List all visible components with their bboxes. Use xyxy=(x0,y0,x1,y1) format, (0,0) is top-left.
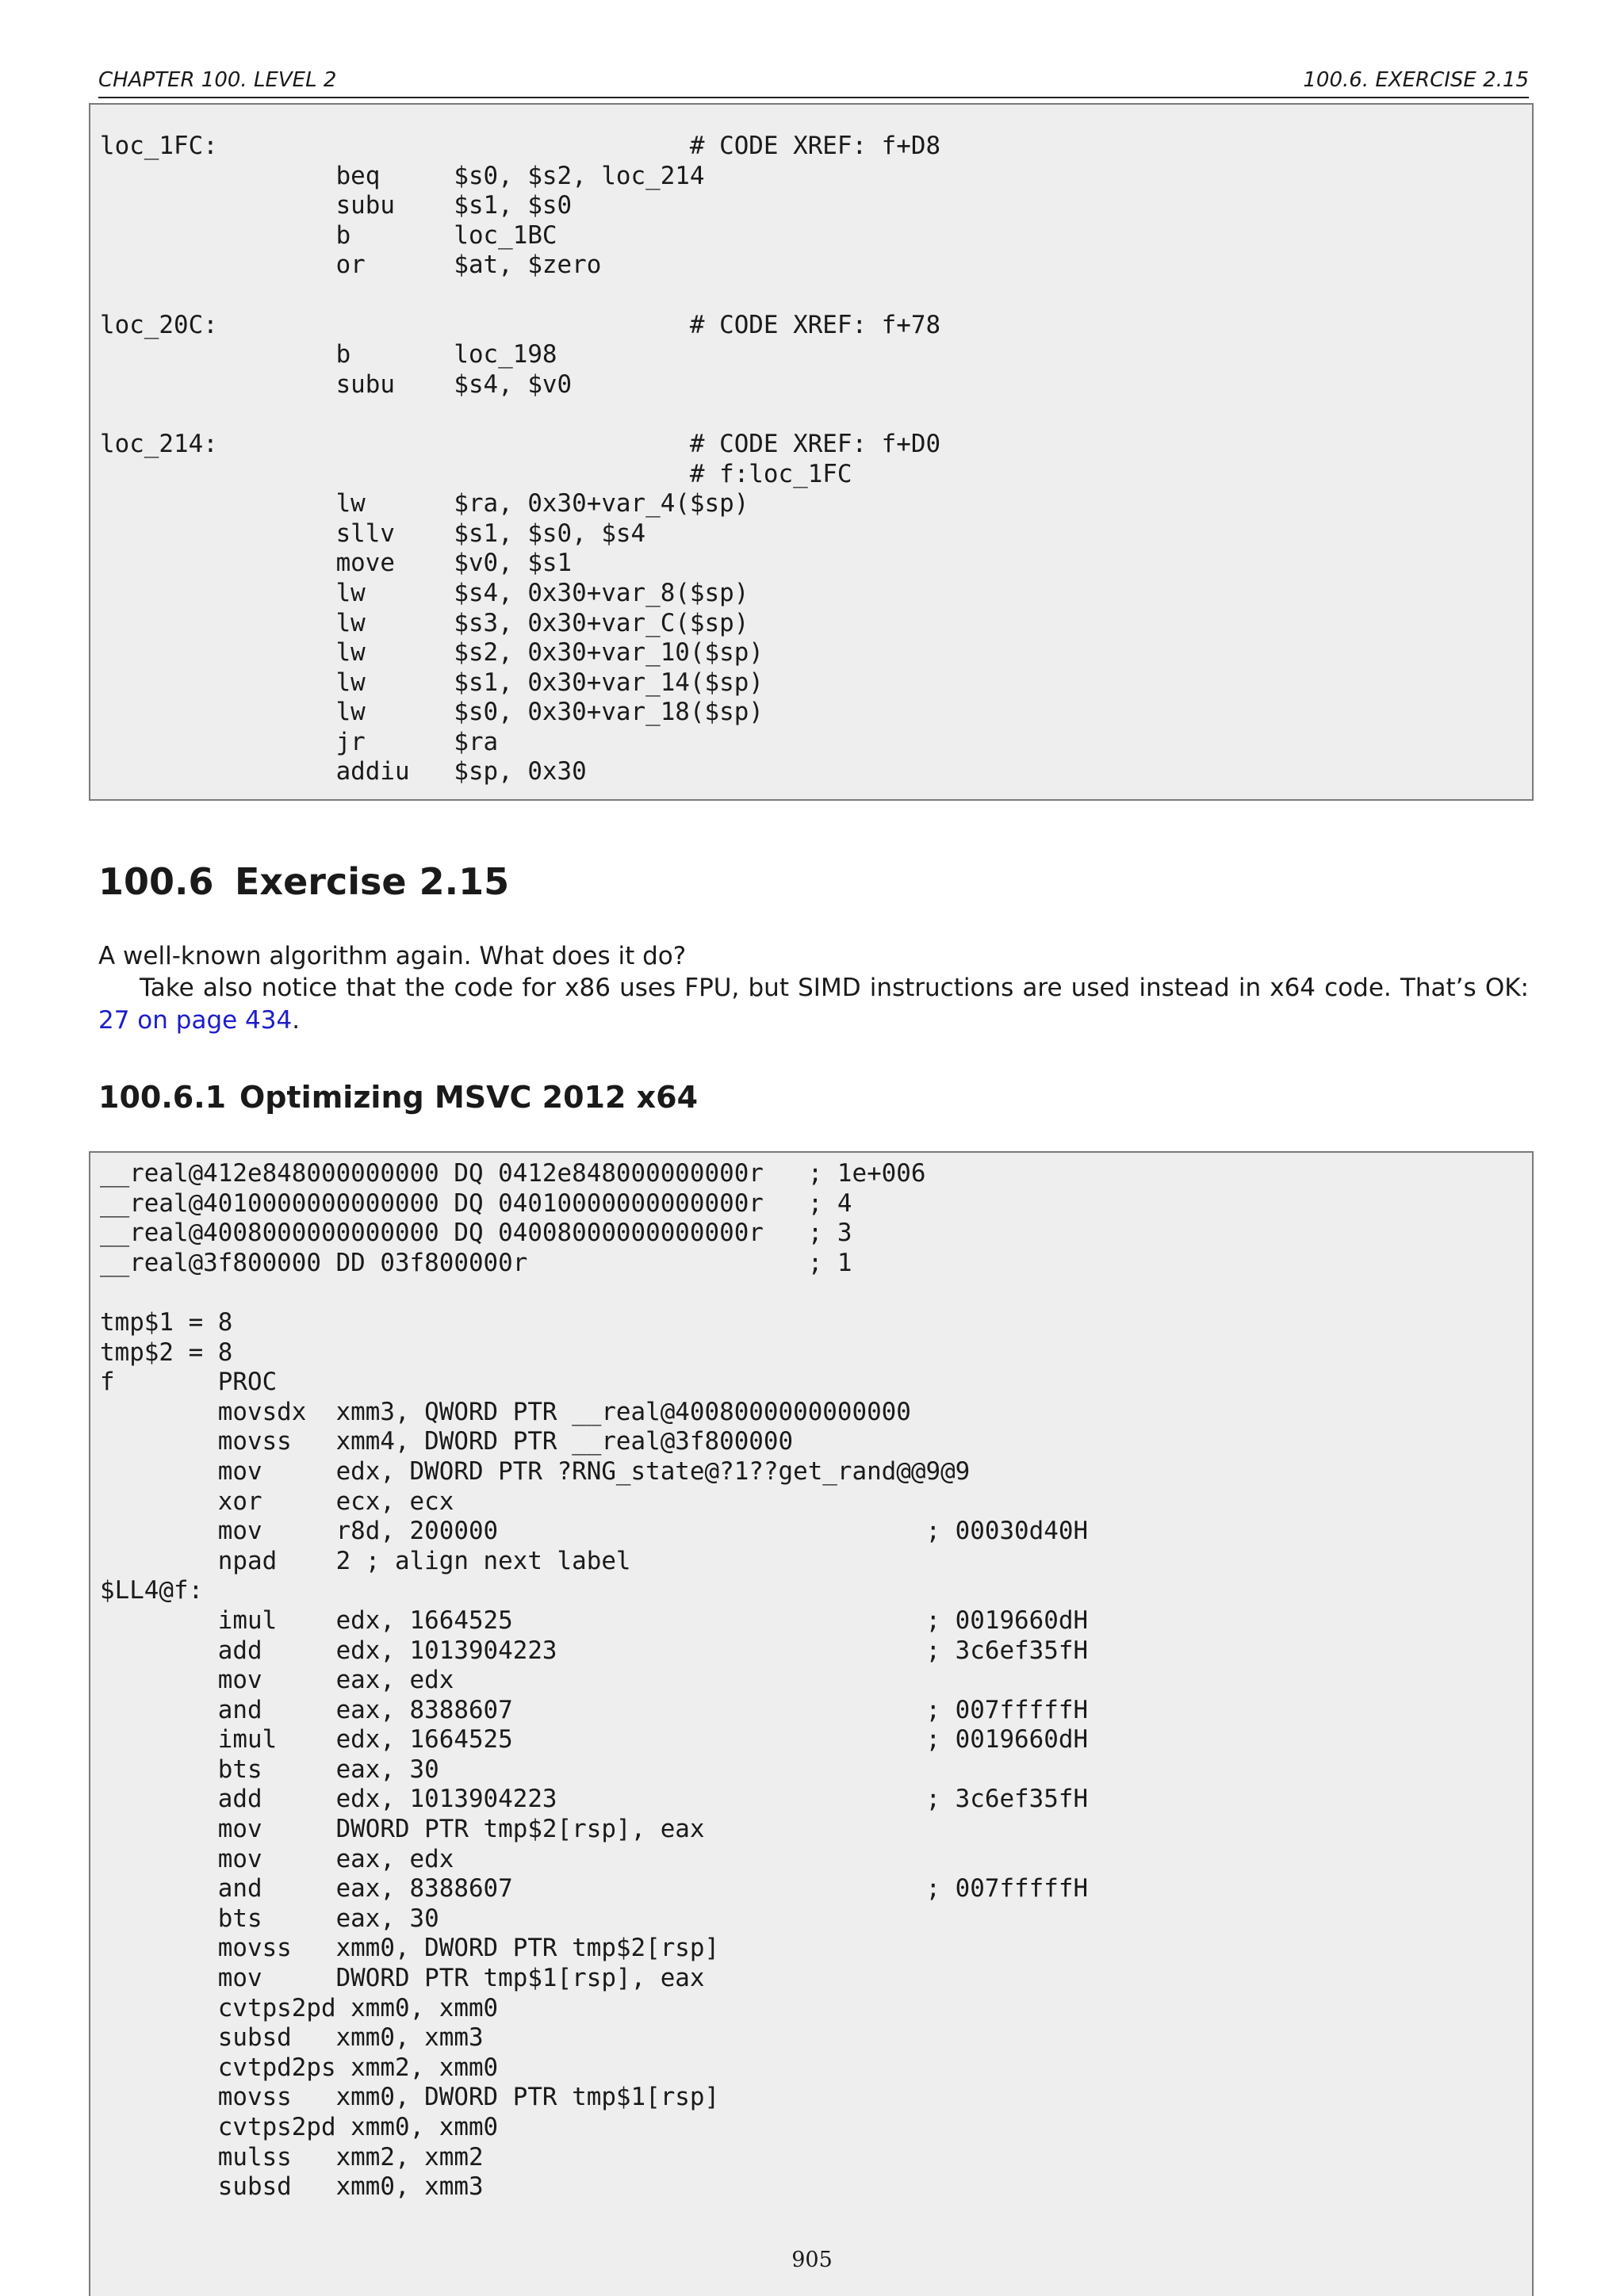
note-end: . xyxy=(292,1006,301,1035)
header-section: 100.6. EXERCISE 2.15 xyxy=(1303,68,1529,92)
note-paragraph xyxy=(98,972,1529,1037)
intro-paragraph: A well-known algorithm again. What does it do? xyxy=(98,942,687,970)
section-number: 100.6 xyxy=(98,860,214,903)
subsection-title: Optimizing MSVC 2012 x64 xyxy=(239,1080,699,1115)
code-listing-mips-text: loc_1FC: # CODE XREF: f+D8 beq $s0, $s2, loc_214 subu $s1, $s0 b loc_1BC or $at, $zero loc_20C: # CODE XREF: f+78 b loc_198 subu $s4, $v0 loc_214: # CODE XREF: f+D0 # f:loc_1FC lw $ra, 0x30+var_4($sp) sllv $s1, $s0, $s4 move $v0, $s1 lw $s4, 0x30+var_8($sp) lw $s3, 0x30+var_C($sp) lw $s2, 0x30+var_10($sp) lw $s1, 0x30+var_14($sp) lw $s0, 0x30+var_18($sp) jr $ra addiu $sp, 0x30 xyxy=(100,132,941,786)
code-listing-msvc-x64 xyxy=(89,1151,1534,2296)
page-header xyxy=(98,68,1529,98)
code-listing-mips xyxy=(89,103,1534,801)
section-heading xyxy=(98,860,509,903)
section-title: Exercise 2.15 xyxy=(235,860,510,903)
page-number: 905 xyxy=(791,2248,833,2272)
note-text: Take also notice that the code for x86 uses FPU, but SIMD instructions are used instead in x64 code. That’s OK: xyxy=(140,974,1529,1002)
page-reference-link[interactable]: 27 on page 434 xyxy=(98,1006,293,1035)
header-chapter: CHAPTER 100. LEVEL 2 xyxy=(98,68,337,92)
subsection-heading xyxy=(98,1080,698,1115)
subsection-number: 100.6.1 xyxy=(98,1080,227,1115)
code-listing-msvc-x64-text: __real@412e848000000000 DQ 0412e848000000000r ; 1e+006 __real@4010000000000000 DQ 04010000000000000r ; 4 __real@4008000000000000 DQ 04008000000000000r ; 3 __real@3f800000 DD 03f800000r ; 1 tmp$1 = 8 tmp$2 = 8 f PROC movsdx xmm3, QWORD PTR __real@4008000000000000 movss xmm4, DWORD PTR __real@3f800000 mov edx, DWORD PTR ?RNG_state@?1??get_rand@@9@9 xor ecx, ecx mov r8d, 200000 ; 00030d40H npad 2 ; align next label $LL4@f: imul edx, 1664525 ; 0019660dH add edx, 1013904223 ; 3c6ef35fH mov eax, edx and eax, 8388607 ; 007fffffH imul edx, 1664525 ; 0019660dH bts eax, 30 add edx, 1013904223 ; 3c6ef35fH mov DWORD PTR tmp$2[rsp], eax mov eax, edx and eax, 8388607 ; 007fffffH bts eax, 30 movss xmm0, DWORD PTR tmp$2[rsp] mov DWORD PTR tmp$1[rsp], eax cvtps2pd xmm0, xmm0 subsd xmm0, xmm3 cvtpd2ps xmm2, xmm0 movss xmm0, DWORD PTR tmp$1[rsp] cvtps2pd xmm0, xmm0 mulss xmm2, xmm2 subsd xmm0, xmm3 xyxy=(100,1159,1089,2202)
